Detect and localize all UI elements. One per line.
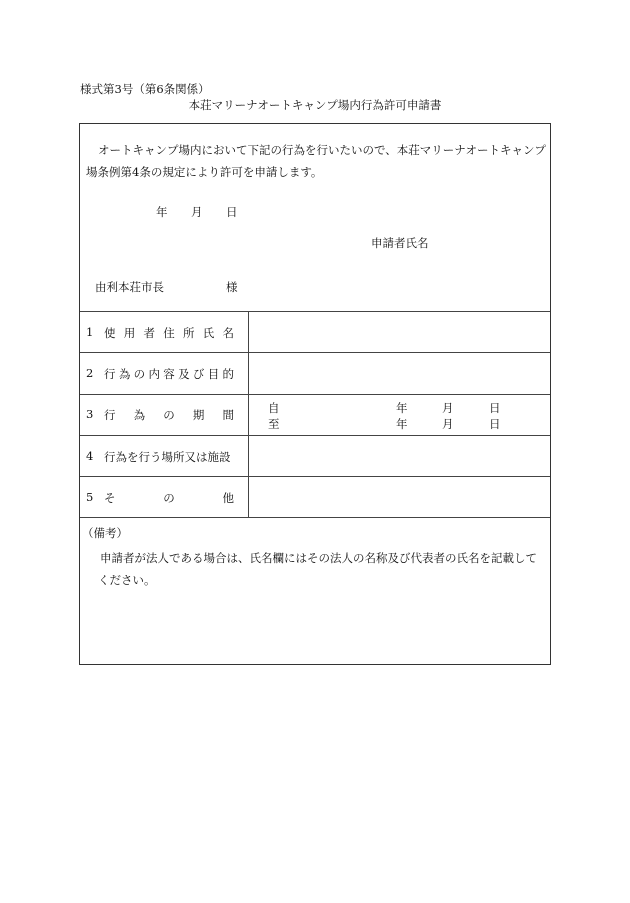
- period-from-label: 自: [268, 401, 280, 415]
- divider: [80, 352, 550, 353]
- label-char: 為: [118, 367, 131, 381]
- row-number: 5: [86, 490, 94, 504]
- period-to-label: 至: [268, 417, 280, 431]
- row-activity-period: [86, 407, 234, 423]
- label-char: 的: [222, 367, 234, 381]
- row-number: 4: [86, 449, 94, 463]
- label-char: 者: [143, 326, 155, 340]
- period-to-day: 日: [489, 417, 501, 431]
- label-char: 用: [123, 326, 136, 340]
- period-to-month: 月: [442, 417, 454, 431]
- period-to-year: 年: [396, 417, 408, 431]
- date-year-label: 年: [156, 205, 168, 219]
- label-char: び: [192, 367, 205, 381]
- row-label-text: [104, 366, 234, 382]
- divider: [80, 435, 550, 436]
- row-number: 1: [86, 325, 94, 339]
- notes-body-text: 申請者が法人である場合は、氏名欄にはその法人の名称及び代表者の氏名を記載してください。: [98, 551, 537, 587]
- label-char: 内: [148, 367, 160, 381]
- date-month-label: 月: [191, 205, 203, 219]
- applicant-name-label: 申請者氏名: [371, 236, 429, 250]
- row-other: [86, 490, 234, 506]
- label-char: の: [133, 367, 146, 381]
- label-char: 氏: [202, 326, 215, 340]
- label-char: 目: [207, 367, 220, 381]
- period-from-year: 年: [396, 401, 408, 415]
- document-title: 本荘マリーナオートキャンプ場内行為許可申請書: [188, 98, 442, 112]
- column-divider: [248, 311, 249, 517]
- divider: [80, 476, 550, 477]
- label-text: 行為を行う場所又は施設: [104, 450, 231, 464]
- application-statement: [86, 139, 548, 183]
- row-activity-content-purpose: [86, 366, 234, 382]
- row-label-text: [104, 407, 234, 423]
- label-char: の: [163, 408, 175, 422]
- label-char: 所: [183, 326, 195, 340]
- label-char: 為: [133, 408, 146, 422]
- row-label-text: [104, 449, 234, 465]
- label-char: 使: [104, 326, 116, 340]
- divider: [80, 517, 550, 518]
- label-char: の: [163, 491, 175, 505]
- row-user-address-name: [86, 325, 234, 341]
- date-day-label: 日: [226, 205, 238, 219]
- period-from-day: 日: [489, 401, 501, 415]
- notes-heading: （備考）: [82, 526, 128, 540]
- label-char: 間: [222, 408, 234, 422]
- label-char: 行: [104, 367, 116, 381]
- label-char: 他: [222, 491, 234, 505]
- application-statement-text: オートキャンプ場内において下記の行為を行いたいので、本荘マリーナオートキャンプ場条例第4条の規定により許可を申請します。: [86, 143, 547, 179]
- label-char: 住: [163, 326, 175, 340]
- honorific-label: 様: [226, 280, 238, 294]
- application-form: [79, 123, 551, 665]
- row-label-text: [104, 490, 234, 506]
- form-number: 様式第3号（第6条関係）: [80, 82, 210, 96]
- label-char: 名: [222, 326, 234, 340]
- label-char: 及: [178, 367, 190, 381]
- label-char: 行: [104, 408, 116, 422]
- divider: [80, 394, 550, 395]
- label-char: 容: [163, 367, 175, 381]
- divider: [80, 311, 550, 312]
- row-activity-location: [86, 449, 234, 465]
- label-char: そ: [104, 491, 116, 505]
- addressee-label: 由利本荘市長: [95, 280, 164, 294]
- row-number: 2: [86, 366, 94, 380]
- notes-body: [98, 547, 548, 591]
- period-from-month: 月: [442, 401, 454, 415]
- label-char: 期: [192, 408, 205, 422]
- row-number: 3: [86, 407, 94, 421]
- row-label-text: [104, 325, 234, 341]
